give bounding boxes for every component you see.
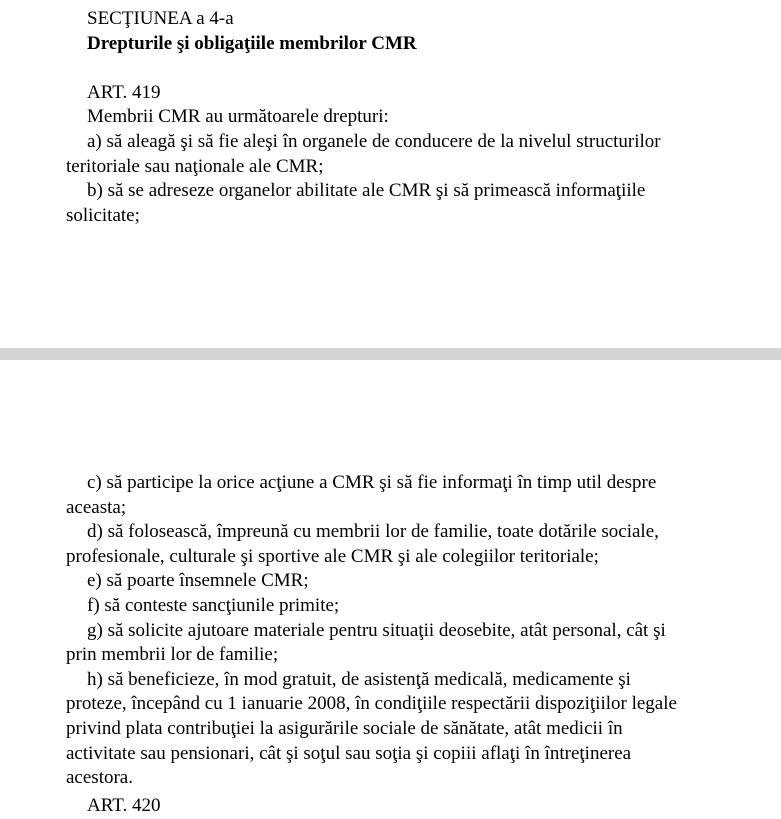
right-b-line-2: solicitate; — [66, 204, 140, 226]
right-a-line-1: a) să aleagă şi să fie aleşi în organele de conducere de la nivelul structurilor — [87, 130, 661, 152]
right-c-line-1: c) să participe la orice acţiune a CMR şi să fie informaţi în timp util despre — [87, 472, 657, 493]
section-title: Drepturile şi obligaţiile membrilor CMR — [87, 32, 417, 54]
right-f-line: f) să conteste sancţiunile primite; — [87, 594, 340, 616]
right-c-line-2: aceasta; — [66, 496, 127, 518]
right-h-line-5: acestora. — [66, 767, 133, 789]
right-d-line-1: d) să folosească, împreună cu membrii lor de familie, toate dotările sociale, — [87, 521, 659, 543]
right-h-line-3: privind plata contribuţiei la asigurările sociale de sănătate, atât medicii în — [66, 717, 623, 739]
right-h-line-2: proteze, începând cu 1 ianuarie 2008, în condiţiile respectării dispoziţiilor legale — [66, 693, 677, 715]
next-article-partial: ART. 420 — [87, 795, 161, 816]
article-number: ART. 419 — [87, 81, 161, 103]
blank-line — [66, 56, 756, 81]
right-g-line-1: g) să solicite ajutoare materiale pentru situaţii deosebite, atât personal, cât şi — [87, 619, 666, 641]
right-e-line: e) să poarte însemnele CMR; — [87, 570, 309, 592]
right-d-line-2: profesionale, culturale şi sportive ale CMR şi ale colegiilor teritoriale; — [66, 545, 599, 567]
document-page-bottom — [0, 360, 781, 816]
document-page-top — [0, 0, 781, 348]
right-h-line-1: h) să beneficieze, în mod gratuit, de asistenţă medicală, medicamente şi — [87, 668, 631, 690]
right-a-line-2: teritoriale sau naţionale ale CMR; — [66, 155, 324, 177]
page-bottom-content — [66, 471, 756, 791]
page-top-content — [66, 7, 756, 228]
article-intro: Membrii CMR au următoarele drepturi: — [87, 106, 389, 128]
section-heading: SECŢIUNEA a 4-a — [87, 8, 234, 29]
page-separator — [0, 348, 781, 360]
right-g-line-2: prin membrii lor de familie; — [66, 644, 279, 666]
right-b-line-1: b) să se adreseze organelor abilitate ale CMR şi să primească informaţiile — [87, 180, 646, 202]
right-h-line-4: activitate sau pensionari, cât şi soţul sau soţia şi copiii aflaţi în întreţinerea — [66, 742, 632, 764]
